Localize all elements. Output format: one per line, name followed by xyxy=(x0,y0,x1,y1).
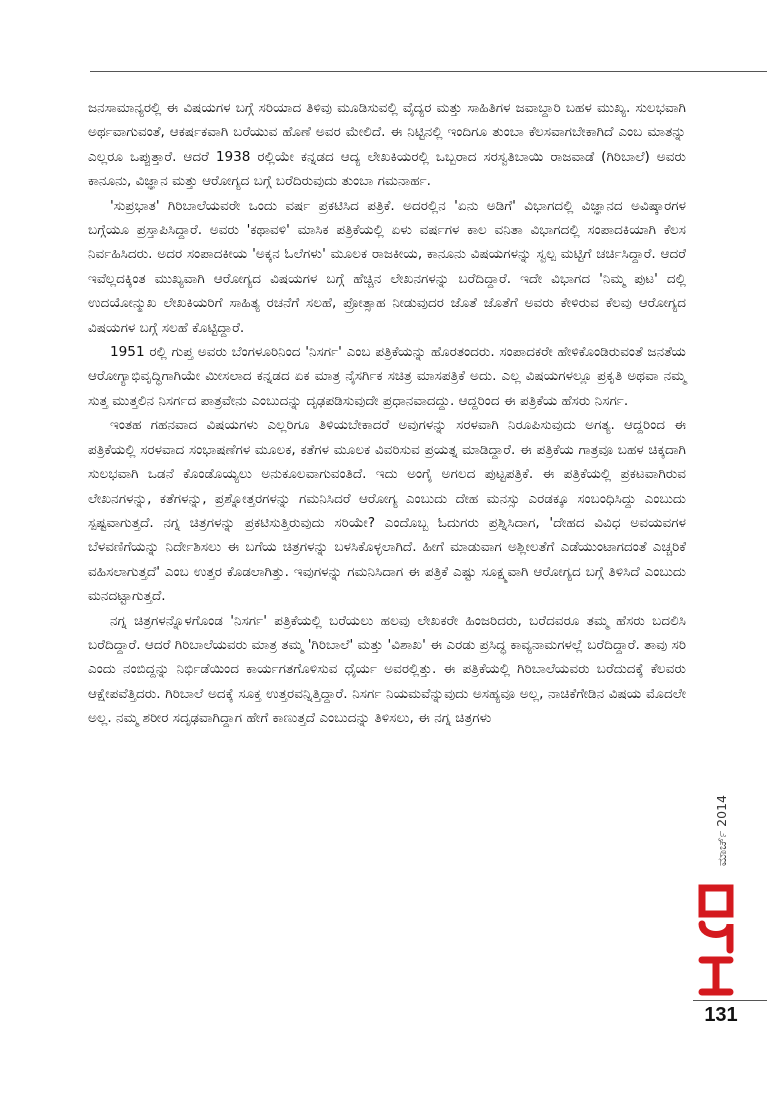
article-paragraph-2: 'ಸುಪ್ರಭಾತ' ಗಿರಿಬಾಲೆಯವರೇ ಒಂದು ವರ್ಷ ಪ್ರಕಟಿಸಿದ ಪತ್ರಿಕೆ. ಅದರಲ್ಲಿನ 'ಏನು ಅಡಿಗೆ' ವಿಭಾಗದಲ್ಲಿ ವಿಜ್ಞಾನದ ಅವಿಷ್ಕಾರಗಳ ಬಗ್ಗೆಯೂ ಪ್ರಸ್ತಾಪಿಸಿದ್ದಾರೆ. ಅವರು 'ಕಥಾವಳಿ' ಮಾಸಿಕ ಪತ್ರಿಕೆಯಲ್ಲಿ ಏಳು ವರ್ಷಗಳ ಕಾಲ ವನಿತಾ ವಿಭಾಗದಲ್ಲಿ ಸಂಪಾದಕಿಯಾಗಿ ಕೆಲಸ ನಿರ್ವಹಿಸಿದರು. ಅದರ ಸಂಪಾದಕೀಯ 'ಅಕ್ಕನ ಓಲೆಗಳು' ಮೂಲಕ ರಾಜಕೀಯ, ಕಾನೂನು ವಿಷಯಗಳನ್ನು ಸ್ವಲ್ಪ ಮಟ್ಟಿಗೆ ಚರ್ಚಿಸಿದ್ದಾರೆ. ಆದರೆ ಇವೆಲ್ಲದಕ್ಕಿಂತ ಮುಖ್ಯವಾಗಿ ಆರೋಗ್ಯದ ವಿಷಯಗಳ ಬಗ್ಗೆ ಹೆಚ್ಚಿನ ಲೇಖನಗಳನ್ನು ಬರೆದಿದ್ದಾರೆ. ಇದೇ ವಿಭಾಗದ 'ನಿಮ್ಮ ಪುಟ' ದಲ್ಲಿ ಉದಯೋನ್ಮುಖ ಲೇಖಕಿಯರಿಗೆ ಸಾಹಿತ್ಯ ರಚನೆಗೆ ಸಲಹೆ, ಪ್ರೋತ್ಸಾಹ ನೀಡುವುದರ ಜೊತೆ ಜೊತೆಗೆ ಅವರು ಕೇಳಿರುವ ಕೆಲವು ಆರೋಗ್ಯದ ವಿಷಯಗಳ ಬಗ್ಗೆ ಸಲಹೆ ಕೊಟ್ಟಿದ್ದಾರೆ. xyxy=(88,197,686,336)
article-body xyxy=(88,96,686,731)
magazine-logo xyxy=(696,880,736,998)
header-rule xyxy=(90,71,767,72)
article-paragraph-4: ಇಂತಹ ಗಹನವಾದ ವಿಷಯಗಳು ಎಲ್ಲರಿಗೂ ತಿಳಿಯಬೇಕಾದರೆ ಅವುಗಳನ್ನು ಸರಳವಾಗಿ ನಿರೂಪಿಸುವುದು ಅಗತ್ಯ. ಆದ್ದರಿಂದ ಈ ಪತ್ರಿಕೆಯಲ್ಲಿ ಸರಳವಾದ ಸಂಭಾಷಣೆಗಳ ಮೂಲಕ, ಕತೆಗಳ ಮೂಲಕ ವಿವರಿಸುವ ಪ್ರಯತ್ನ ಮಾಡಿದ್ದಾರೆ. ಈ ಪತ್ರಿಕೆಯ ಗಾತ್ರವೂ ಬಹಳ ಚಿಕ್ಕದಾಗಿ ಸುಲಭವಾಗಿ ಒಡನೆ ಕೊಂಡೊಯ್ಯಲು ಅನುಕೂಲವಾಗುವಂತಿದೆ. ಇದು ಅಂಗೈ ಅಗಲದ ಪುಟ್ಟಪತ್ರಿಕೆ. ಈ ಪತ್ರಿಕೆಯಲ್ಲಿ ಪ್ರಕಟವಾಗಿರುವ ಲೇಖನಗಳನ್ನು, ಕತೆಗಳನ್ನು, ಪ್ರಶ್ನೋತ್ತರಗಳನ್ನು ಗಮನಿಸಿದರೆ ಆರೋಗ್ಯ ಎಂಬುದು ದೇಹ ಮನಸ್ಸು ಎರಡಕ್ಕೂ ಸಂಬಂಧಿಸಿದ್ದು ಎಂಬುದು ಸ್ಪಷ್ಟವಾಗುತ್ತದೆ. ನಗ್ನ ಚಿತ್ರಗಳನ್ನು ಪ್ರಕಟಿಸುತ್ತಿರುವುದು ಸರಿಯೇ? ಎಂದೊಬ್ಬ ಓದುಗರು ಪ್ರಶ್ನಿಸಿದಾಗ, 'ದೇಹದ ವಿವಿಧ ಅವಯವಗಳ ಬೆಳವಣಿಗೆಯನ್ನು ನಿರ್ದೇಶಿಸಲು ಈ ಬಗೆಯ ಚಿತ್ರಗಳನ್ನು ಬಳಸಿಕೊಳ್ಳಲಾಗಿದೆ. ಹೀಗೆ ಮಾಡುವಾಗ ಅಶ್ಲೀಲತೆಗೆ ಎಡೆಯುಂಟಾಗದಂತೆ ಎಚ್ಚರಿಕೆ ವಹಿಸಲಾಗುತ್ತದೆ' ಎಂಬ ಉತ್ತರ ಕೊಡಲಾಗಿತ್ತು. ಇವುಗಳನ್ನು ಗಮನಿಸಿದಾಗ ಈ ಪತ್ರಿಕೆ ಎಷ್ಟು ಸೂಕ್ಷ್ಮವಾಗಿ ಆರೋಗ್ಯದ ಬಗ್ಗೆ ತಿಳಿಸಿದೆ ಎಂಬುದು ಮನದಟ್ಟಾಗುತ್ತದೆ. xyxy=(88,417,686,605)
page-number: 131 xyxy=(704,1004,738,1026)
article-paragraph-5: ನಗ್ನ ಚಿತ್ರಗಳನ್ನೊಳಗೊಂಡ 'ನಿಸರ್ಗ' ಪತ್ರಿಕೆಯಲ್ಲಿ ಬರೆಯಲು ಹಲವು ಲೇಖಕರೇ ಹಿಂಜರಿದರು, ಬರೆದವರೂ ತಮ್ಮ ಹೆಸರು ಬದಲಿಸಿ ಬರೆದಿದ್ದಾರೆ. ಆದರೆ ಗಿರಿಬಾಲೆಯವರು ಮಾತ್ರ ತಮ್ಮ 'ಗಿರಿಬಾಲೆ' ಮತ್ತು 'ವಿಶಾಖ' ಈ ಎರಡು ಪ್ರಸಿದ್ಧ ಕಾವ್ಯನಾಮಗಳಲ್ಲೆ ಬರೆದಿದ್ದಾರೆ. ತಾವು ಸರಿ ಎಂದು ನಂಬಿದ್ದನ್ನು ನಿರ್ಭಿಡೆಯಿಂದ ಕಾರ್ಯಗತಗೊಳಿಸುವ ಧೈರ್ಯ ಅವರಲ್ಲಿತ್ತು. ಈ ಪತ್ರಿಕೆಯಲ್ಲಿ ಗಿರಿಬಾಲೆಯವರು ಬರೆದುದಕ್ಕೆ ಕೆಲವರು ಆಕ್ಷೇಪವೆತ್ತಿದರು. ಗಿರಿಬಾಲೆ ಅದಕ್ಕೆ ಸೂಕ್ತ ಉತ್ತರವನ್ನಿತ್ತಿದ್ದಾರೆ. ನಿಸರ್ಗ ನಿಯಮವೆನ್ನುವುದು ಅಸಹ್ಯವೂ ಅಲ್ಲ, ನಾಚಿಕೆಗೇಡಿನ ವಿಷಯ ಮೊದಲೇ ಅಲ್ಲ. ನಮ್ಮ ಶರೀರ ಸದೃಢವಾಗಿದ್ದಾಗ ಹೇಗೆ ಕಾಣುತ್ತದೆ ಎಂಬುದನ್ನು ತಿಳಿಸಲು, ಈ ನಗ್ನ ಚಿತ್ರಗಳು xyxy=(88,612,686,727)
article-paragraph-3: 1951 ರಲ್ಲಿ ಗುಪ್ತ ಅವರು ಬೆಂಗಳೂರಿನಿಂದ 'ನಿಸರ್ಗ' ಎಂಬ ಪತ್ರಿಕೆಯನ್ನು ಹೊರತಂದರು. ಸಂಪಾದಕರೇ ಹೇಳಿಕೊಂಡಿರುವಂತೆ ಜನತೆಯ ಆರೋಗ್ಯಾಭಿವೃದ್ಧಿಗಾಗಿಯೇ ಮೀಸಲಾದ ಕನ್ನಡದ ಏಕ ಮಾತ್ರ ನೈಸರ್ಗಿಕ ಸಚಿತ್ರ ಮಾಸಪತ್ರಿಕೆ ಅದು. ಎಲ್ಲ ವಿಷಯಗಳಲ್ಲೂ ಪ್ರಕೃತಿ ಅಥವಾ ನಮ್ಮ ಸುತ್ತ ಮುತ್ತಲಿನ ನಿಸರ್ಗದ ಪಾತ್ರವೇನು ಎಂಬುದನ್ನು ದೃಢಪಡಿಸುವುದೇ ಪ್ರಧಾನವಾದದ್ದು. ಆದ್ದರಿಂದ ಈ ಪತ್ರಿಕೆಯ ಹೆಸರು ನಿಸರ್ಗ. xyxy=(88,344,686,409)
article-paragraph-1: ಜನಸಾಮಾನ್ಯರಲ್ಲಿ ಈ ವಿಷಯಗಳ ಬಗ್ಗೆ ಸರಿಯಾದ ತಿಳಿವು ಮೂಡಿಸುವಲ್ಲಿ ವೈದ್ಯರ ಮತ್ತು ಸಾಹಿತಿಗಳ ಜವಾಬ್ದಾರಿ ಬಹಳ ಮುಖ್ಯ. ಸುಲಭವಾಗಿ ಅರ್ಥವಾಗುವಂತೆ, ಆಕರ್ಷಕವಾಗಿ ಬರೆಯುವ ಹೊಣೆ ಅವರ ಮೇಲಿದೆ. ಈ ನಿಟ್ಟಿನಲ್ಲಿ ಇಂದಿಗೂ ತುಂಬಾ ಕೆಲಸವಾಗಬೇಕಾಗಿದೆ ಎಂಬ ಮಾತನ್ನು ಎಲ್ಲರೂ ಒಪ್ಪುತ್ತಾರೆ. ಆದರೆ 1938 ರಲ್ಲಿಯೇ ಕನ್ನಡದ ಆದ್ಯ ಲೇಖಕಿಯರಲ್ಲಿ ಒಬ್ಬರಾದ ಸರಸ್ವತಿಬಾಯಿ ರಾಜವಾಡೆ (ಗಿರಿಬಾಲೆ) ಅವರು ಕಾನೂನು, ವಿಜ್ಞಾನ ಮತ್ತು ಆರೋಗ್ಯದ ಬಗ್ಗೆ ಬರೆದಿರುವುದು ತುಂಬಾ ಗಮನಾರ್ಹ. xyxy=(88,100,686,190)
issue-date: ಮಾರ್ಚ್ 2014 xyxy=(714,795,729,867)
